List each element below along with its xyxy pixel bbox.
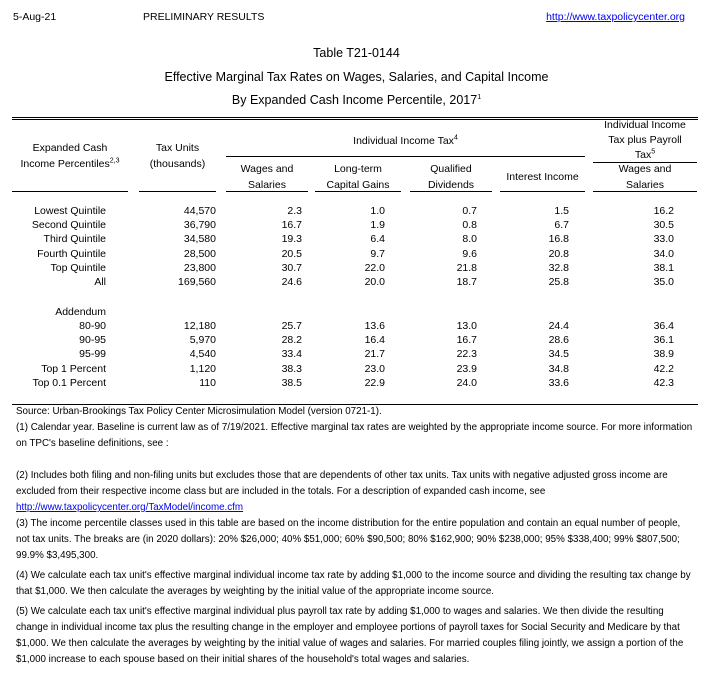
- header-underline: [12, 191, 128, 192]
- cell-payroll: 42.2: [653, 362, 674, 375]
- cell-ltcg: 20.0: [364, 276, 385, 288]
- cell-payroll: 36.4: [653, 320, 674, 332]
- cell-ltcg: 23.0: [364, 362, 385, 375]
- source-note: Source: Urban-Brookings Tax Policy Center Microsimulation Model (version 0721-1).: [16, 406, 382, 417]
- cell-wages: 2.3: [287, 205, 302, 217]
- cell-wages: 19.3: [281, 233, 302, 246]
- cell-units: 4,540: [189, 348, 216, 361]
- cell-payroll: 38.9: [653, 348, 674, 361]
- row-label: Top 0.1 Percent: [32, 376, 106, 389]
- cell-wages: 20.5: [281, 247, 302, 260]
- row-label: Top Quintile: [50, 261, 106, 274]
- cell-ltcg: 22.0: [364, 261, 385, 274]
- cell-units: 12,180: [183, 320, 216, 332]
- cell-div: 24.0: [456, 376, 477, 389]
- row-label: Second Quintile: [31, 219, 106, 232]
- cell-interest: 24.4: [548, 320, 569, 332]
- table-id: Table T21-0144: [313, 46, 400, 60]
- cell-payroll: 36.1: [653, 334, 674, 347]
- row-label: 90-95: [79, 334, 106, 347]
- cell-wages: 33.4: [281, 348, 302, 361]
- cell-ltcg: 1.0: [370, 205, 385, 217]
- cell-div: 8.0: [462, 233, 477, 246]
- header-income-percentiles: [12, 140, 128, 172]
- cell-units: 34,580: [183, 233, 216, 246]
- cell-payroll: 33.0: [653, 233, 674, 246]
- header-payroll-wages-salaries: Wages and Salaries: [618, 163, 672, 191]
- cell-wages: 30.7: [281, 261, 302, 274]
- footnotes: [16, 404, 696, 668]
- cell-payroll: 34.0: [653, 247, 674, 260]
- cell-wages: 24.6: [281, 276, 302, 288]
- cell-interest: 34.8: [548, 362, 569, 375]
- cell-interest: 16.8: [548, 233, 569, 246]
- cell-units: 110: [199, 376, 216, 389]
- cell-div: 18.7: [456, 276, 477, 288]
- cell-wages: 28.2: [281, 334, 302, 347]
- row-label: Lowest Quintile: [34, 205, 106, 217]
- footnote-ref: 1: [477, 93, 482, 101]
- cell-interest: 1.5: [554, 205, 569, 217]
- cell-units: 28,500: [183, 247, 216, 260]
- header-text: Expanded Cash: [32, 142, 108, 154]
- row-label: Third Quintile: [43, 233, 106, 246]
- header-text: (thousands): [149, 158, 206, 170]
- cell-wages: 38.3: [281, 362, 302, 375]
- cell-interest: 32.8: [548, 261, 569, 274]
- header-individual-income-tax: Individual Income Tax$^4$: [353, 134, 458, 147]
- cell-ltcg: 6.4: [370, 233, 385, 246]
- cell-div: 22.3: [456, 348, 477, 361]
- cell-ltcg: 1.9: [370, 219, 385, 232]
- cell-div: 13.0: [456, 320, 477, 332]
- cell-payroll: 42.3: [653, 376, 674, 389]
- subtitle-text: By Expanded Cash Income Percentile, 2017: [231, 93, 478, 107]
- row-label: Top 1 Percent: [41, 362, 106, 375]
- cell-interest: 20.8: [548, 247, 569, 260]
- addendum-label: Addendum: [55, 306, 106, 318]
- cell-units: 169,560: [178, 276, 216, 288]
- cell-ltcg: 22.9: [364, 376, 385, 389]
- header-underline: [226, 191, 308, 192]
- income-definition-link[interactable]: http://www.taxpolicycenter.org/TaxModel/income.cfm: [16, 502, 244, 513]
- cell-payroll: 16.2: [653, 205, 674, 217]
- row-label: All: [94, 276, 106, 288]
- table-subtitle: [0, 93, 713, 107]
- report-date: 5-Aug-21: [13, 11, 57, 23]
- footnote-2: (2) Includes both filing and non-filing units but excludes those that are dependents of other tax units. Tax units with negative adjusted gross income are excluded from their respective income class but are included in the totals. For a description of expanded cash income, see: [16, 470, 668, 497]
- cell-div: 16.7: [456, 334, 477, 347]
- cell-interest: 6.7: [554, 219, 569, 232]
- cell-payroll: 38.1: [653, 261, 674, 274]
- cell-interest: 34.5: [548, 348, 569, 361]
- cell-units: 44,570: [183, 205, 216, 217]
- row-label: Fourth Quintile: [37, 247, 106, 260]
- cell-ltcg: 21.7: [364, 348, 385, 361]
- header-underline: [500, 191, 585, 192]
- cell-ltcg: 9.7: [370, 247, 385, 260]
- cell-payroll: 30.5: [653, 219, 674, 232]
- cell-interest: 25.8: [548, 276, 569, 288]
- cell-units: 5,970: [189, 334, 216, 347]
- header-tax-units: [139, 140, 216, 172]
- cell-units: 23,800: [183, 261, 216, 274]
- cell-div: 23.9: [456, 362, 477, 375]
- table-title: Effective Marginal Tax Rates on Wages, Salaries, and Capital Income: [164, 70, 549, 84]
- header-underline: [410, 191, 492, 192]
- cell-units: 36,790: [183, 219, 216, 232]
- header-text: Tax Units: [155, 142, 200, 154]
- footnote-5: (5) We calculate each tax unit's effective marginal individual plus payroll tax rate by adding $1,000 to wages and salaries. We then divide the resulting change in individual income tax plus the resulting change in the employer and employee portions of payroll taxes for Social Security and Medicare by that $1,000. We then calculate the averages by weighting by the initial value of wages and salaries. For married couples filing jointly, we assign a portion of the $1,000 increase to each spouse based on their initial shares of the household's total wages and salaries.: [16, 606, 684, 665]
- cell-wages: 16.7: [281, 219, 302, 232]
- cell-div: 9.6: [462, 247, 477, 260]
- cell-wages: 38.5: [281, 376, 302, 389]
- cell-interest: 28.6: [548, 334, 569, 347]
- cell-wages: 25.7: [281, 320, 302, 332]
- header-income-plus-payroll: Individual Income Tax plus Payroll Tax$^5$: [604, 119, 686, 161]
- header-interest-income: Interest Income: [506, 171, 579, 183]
- header-underline: [315, 191, 401, 192]
- group-underline: [226, 156, 585, 157]
- footnote-3: (3) The income percentile classes used in this table are based on the income distribution for the entire population and contain an equal number of people, not tax units. The breaks are (in 2020 dollars): 20% $26,000; 40% $51,000; 60% $90,500; 80% $162,900; 90% $238,000; 95% $338,400; 99% $807,500; 99.9% $3,495,300.: [16, 518, 681, 561]
- cell-div: 0.8: [462, 219, 477, 232]
- cell-div: 21.8: [456, 261, 477, 274]
- row-label: 95-99: [79, 348, 106, 361]
- row-label: 80-90: [79, 320, 106, 332]
- header-wages-salaries: Wages and Salaries: [240, 163, 294, 191]
- tpc-link[interactable]: http://www.taxpolicycenter.org: [546, 11, 685, 23]
- status-label: PRELIMINARY RESULTS: [143, 11, 265, 23]
- header-underline: [593, 191, 697, 192]
- header-underline: [139, 191, 216, 192]
- cell-ltcg: 13.6: [364, 320, 385, 332]
- footnote-4: (4) We calculate each tax unit's effective marginal individual income tax rate by adding $1,000 to the income source and dividing the resulting tax change by that $1,000. We then calculate the averages by weighting by the initial value of the appropriate income source.: [16, 570, 691, 597]
- cell-interest: 33.6: [548, 376, 569, 389]
- header-qualified-dividends: Qualified Dividends: [427, 163, 475, 191]
- cell-units: 1,120: [189, 362, 216, 375]
- header-text: Income Percentiles$^{2,3}$: [20, 157, 120, 170]
- header-long-term-capital-gains: Long-term Capital Gains: [326, 163, 390, 191]
- cell-payroll: 35.0: [653, 276, 674, 288]
- cell-div: 0.7: [462, 205, 477, 217]
- footnote-1: (1) Calendar year. Baseline is current law as of 7/19/2021. Effective marginal tax rates are weighted by the appropriate income source. For more information on TPC's baseline definitions, see :: [16, 422, 693, 449]
- cell-ltcg: 16.4: [364, 334, 385, 347]
